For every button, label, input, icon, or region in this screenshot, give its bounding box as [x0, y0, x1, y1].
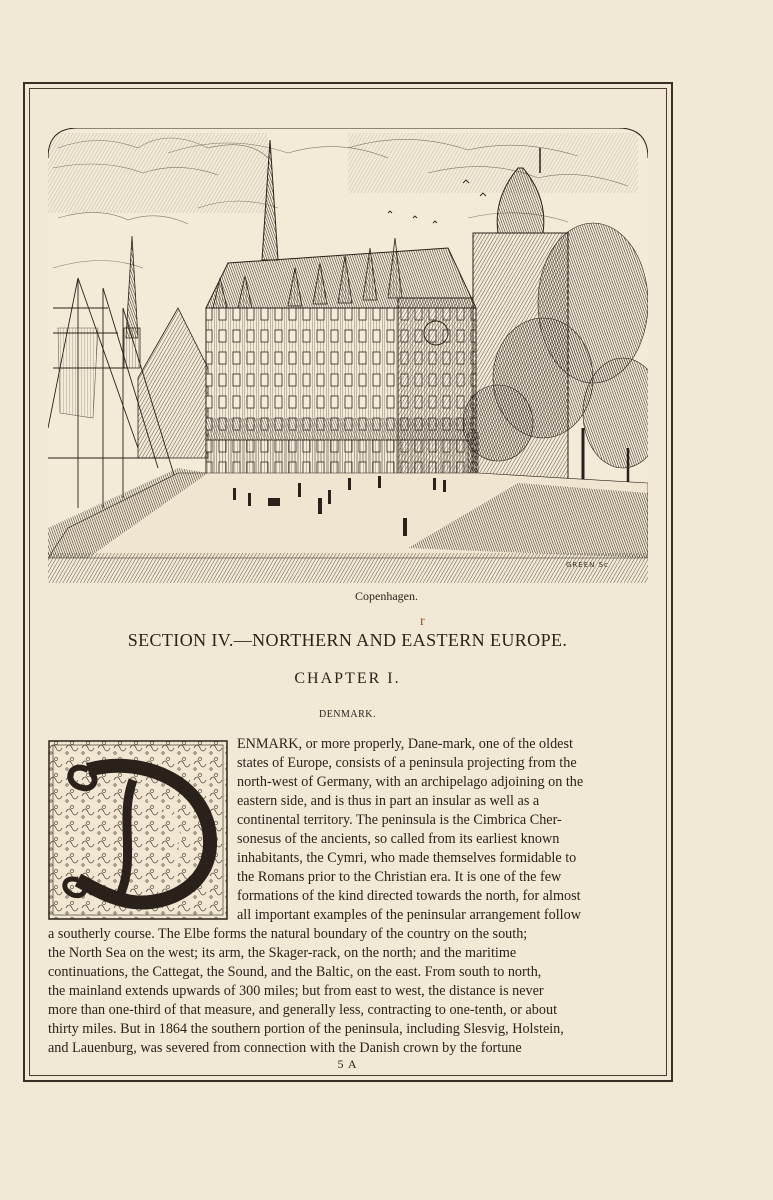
body-line: north-west of Germany, with an archipelago adjoining on the	[237, 774, 584, 790]
body-line: sonesus of the ancients, so called from its earliest known	[237, 831, 560, 847]
body-line: all important examples of the peninsular arrangement follow	[237, 907, 581, 923]
body-line: the mainland extends upwards of 300 miles; but from east to west, the distance is never	[48, 983, 544, 999]
body-line: formations of the kind directed towards the north, for almost	[237, 888, 581, 904]
page-number: 5 A	[337, 1057, 358, 1071]
body-line: eastern side, and is thus in part an insular as well as a	[237, 793, 540, 809]
body-line: ENMARK, or more properly, Dane-mark, one of the oldest	[237, 736, 573, 752]
body-line: a southerly course. The Elbe forms the natural boundary of the country on the south;	[48, 926, 528, 942]
body-line: thirty miles. But in 1864 the southern portion of the peninsula, including Slesvig, Holstein,	[48, 1021, 564, 1037]
section-heading: SECTION IV.—NORTHERN AND EASTERN EUROPE.	[127, 630, 568, 650]
margin-mark: r	[420, 614, 425, 629]
chapter-heading: CHAPTER I.	[294, 670, 401, 687]
body-line: and Lauenburg, was severed from connection with the Danish crown by the fortune	[48, 1040, 522, 1056]
body-line: more than one-third of that measure, and generally less, contracting to one-tenth, or about	[48, 1002, 558, 1018]
body-line: the North Sea on the west; its arm, the Skager-rack, on the north; and the maritime	[48, 945, 517, 961]
body-line: the Romans prior to the Christian era. It is one of the few	[237, 869, 562, 885]
subject-heading: DENMARK.	[318, 709, 377, 720]
body-line: continuations, the Cattegat, the Sound, and the Baltic, on the east. From south to north,	[48, 964, 542, 980]
body-line: states of Europe, consists of a peninsula projecting from the	[237, 755, 577, 771]
copenhagen-engraving	[48, 128, 648, 583]
engraver-signature: GREEN Sc	[566, 561, 609, 569]
body-line: continental territory. The peninsula is the Cimbrica Cher-	[237, 812, 562, 828]
drop-cap-d	[48, 740, 228, 920]
body-line: inhabitants, the Cymri, who made themselves formidable to	[237, 850, 577, 866]
illustration-caption: Copenhagen.	[355, 589, 418, 603]
